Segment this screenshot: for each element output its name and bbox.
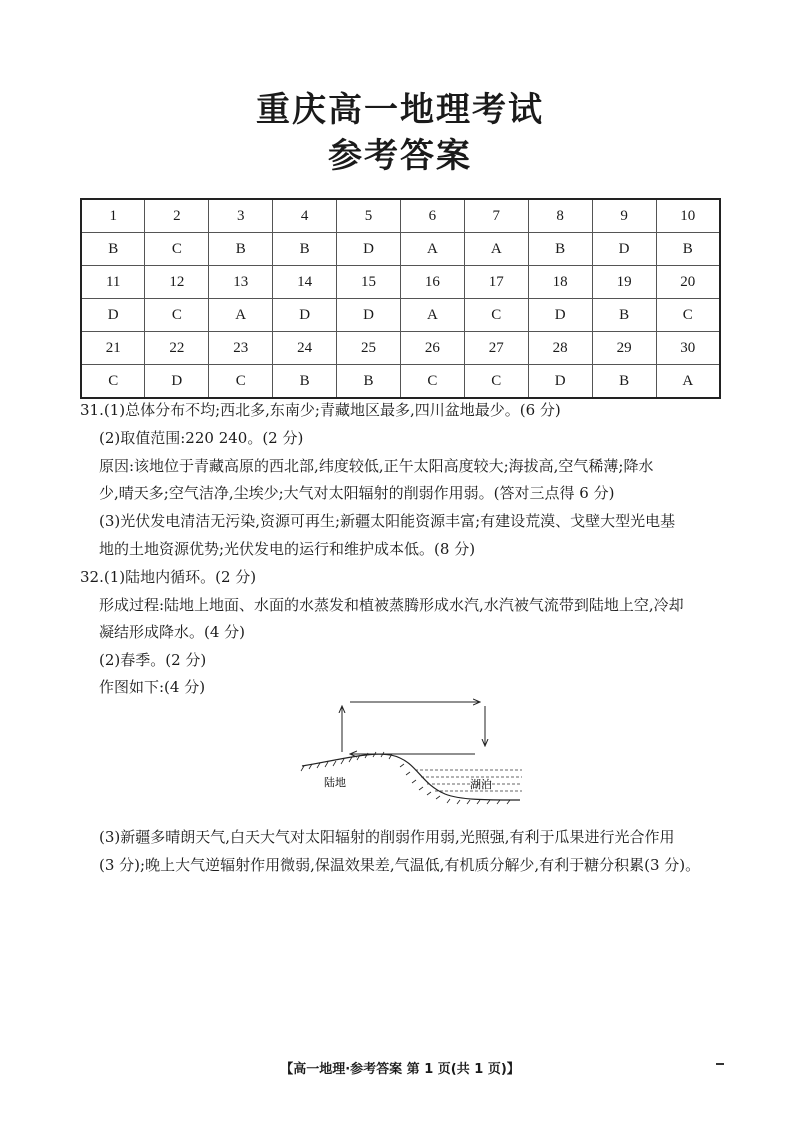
table-row	[81, 233, 720, 266]
question-number-cell: 23	[209, 332, 273, 365]
question-number-cell: 19	[592, 266, 656, 299]
question-number-cell: 5	[337, 199, 401, 233]
question-number-cell: 9	[592, 199, 656, 233]
question-number-cell: 17	[464, 266, 528, 299]
corner-mark	[716, 1063, 724, 1065]
q32-process-line1: 形成过程:陆地上地面、水面的水蒸发和植被蒸腾形成水汽,水汽被气流带到陆地上空,冷却	[99, 596, 684, 614]
land-hatching	[301, 752, 392, 771]
q32-drawing-note: 作图如下:(4 分)	[99, 678, 206, 696]
page-subtitle: 参考答案	[328, 136, 472, 176]
answer-cell: C	[464, 365, 528, 399]
q31-reason-line1: 原因:该地位于青藏高原的西北部,纬度较低,正午太阳高度较大;海拔高,空气稀薄;降水	[99, 457, 654, 475]
answer-cell: B	[273, 233, 337, 266]
question-number-cell: 4	[273, 199, 337, 233]
q32-part2: (2)春季。(2 分)	[99, 651, 207, 669]
answer-cell: C	[400, 365, 464, 399]
question-number-cell: 10	[656, 199, 720, 233]
q31-part3-line1: (3)光伏发电清洁无污染,资源可再生;新疆太阳能资源丰富;有建设荒漠、戈壁大型光电基	[99, 512, 676, 530]
answer-cell: C	[81, 365, 145, 399]
page-title: 重庆高一地理考试	[256, 90, 544, 130]
answer-cell: A	[400, 299, 464, 332]
answer-cell: B	[656, 233, 720, 266]
question-number-cell: 20	[656, 266, 720, 299]
answer-cell: D	[145, 365, 209, 399]
question-number-cell: 11	[81, 266, 145, 299]
question-number-cell: 29	[592, 332, 656, 365]
answer-cell: A	[209, 299, 273, 332]
q31-reason-line2: 少,晴天多;空气洁净,尘埃少;大气对太阳辐射的削弱作用弱。(答对三点得 6 分)	[99, 484, 615, 502]
question-number-cell: 2	[145, 199, 209, 233]
answer-cell: B	[337, 365, 401, 399]
answer-cell: B	[528, 233, 592, 266]
table-row	[81, 199, 720, 233]
lake-water	[415, 770, 522, 791]
answer-table	[80, 198, 721, 399]
question-number-cell: 30	[656, 332, 720, 365]
q32-part1: 32.(1)陆地内循环。(2 分)	[80, 568, 257, 586]
q31-part2: (2)取值范围:220 240。(2 分)	[99, 429, 304, 447]
question-number-cell: 1	[81, 199, 145, 233]
answer-cell: C	[145, 299, 209, 332]
question-number-cell: 15	[337, 266, 401, 299]
question-number-cell: 14	[273, 266, 337, 299]
answer-cell: B	[273, 365, 337, 399]
q31-part1: 31.(1)总体分布不均;西北多,东南少;青藏地区最多,四川盆地最少。(6 分)	[80, 401, 561, 419]
question-number-cell: 16	[400, 266, 464, 299]
table-row	[81, 266, 720, 299]
question-number-cell: 25	[337, 332, 401, 365]
answer-cell: A	[656, 365, 720, 399]
q31-part3-line2: 地的土地资源优势;光伏发电的运行和维护成本低。(8 分)	[99, 540, 476, 558]
question-number-cell: 3	[209, 199, 273, 233]
question-number-cell: 12	[145, 266, 209, 299]
question-number-cell: 18	[528, 266, 592, 299]
answer-cell: B	[592, 365, 656, 399]
question-number-cell: 26	[400, 332, 464, 365]
answer-cell: C	[209, 365, 273, 399]
question-number-cell: 28	[528, 332, 592, 365]
q32-process-line2: 凝结形成降水。(4 分)	[99, 623, 246, 641]
answer-cell: B	[209, 233, 273, 266]
question-number-cell: 7	[464, 199, 528, 233]
water-cycle-diagram	[300, 688, 540, 818]
answer-cell: D	[273, 299, 337, 332]
land-label: 陆地	[324, 776, 346, 789]
question-number-cell: 13	[209, 266, 273, 299]
question-number-cell: 27	[464, 332, 528, 365]
question-number-cell: 8	[528, 199, 592, 233]
answer-cell: D	[337, 299, 401, 332]
answer-cell: C	[656, 299, 720, 332]
answer-cell: D	[592, 233, 656, 266]
answer-cell: D	[337, 233, 401, 266]
answer-cell: A	[464, 233, 528, 266]
answer-cell: D	[528, 299, 592, 332]
table-row	[81, 299, 720, 332]
question-number-cell: 21	[81, 332, 145, 365]
answer-cell: C	[464, 299, 528, 332]
question-number-cell: 24	[273, 332, 337, 365]
q32-part3-line1: (3)新疆多晴朗天气,白天大气对太阳辐射的削弱作用弱,光照强,有利于瓜果进行光合作用	[99, 828, 675, 846]
lake-label: 湖泊	[470, 778, 492, 791]
table-row	[81, 332, 720, 365]
question-number-cell: 22	[145, 332, 209, 365]
question-number-cell: 6	[400, 199, 464, 233]
answer-cell: D	[81, 299, 145, 332]
answer-cell: A	[400, 233, 464, 266]
answer-cell: D	[528, 365, 592, 399]
answer-cell: B	[592, 299, 656, 332]
table-row	[81, 365, 720, 399]
answer-cell: C	[145, 233, 209, 266]
answer-cell: B	[81, 233, 145, 266]
page-footer: 【高一地理·参考答案 第 1 页(共 1 页)】	[280, 1062, 520, 1077]
q32-part3-line2: (3 分);晚上大气逆辐射作用微弱,保温效果差,气温低,有机质分解少,有利于糖分积累(3 分)。	[99, 856, 701, 874]
